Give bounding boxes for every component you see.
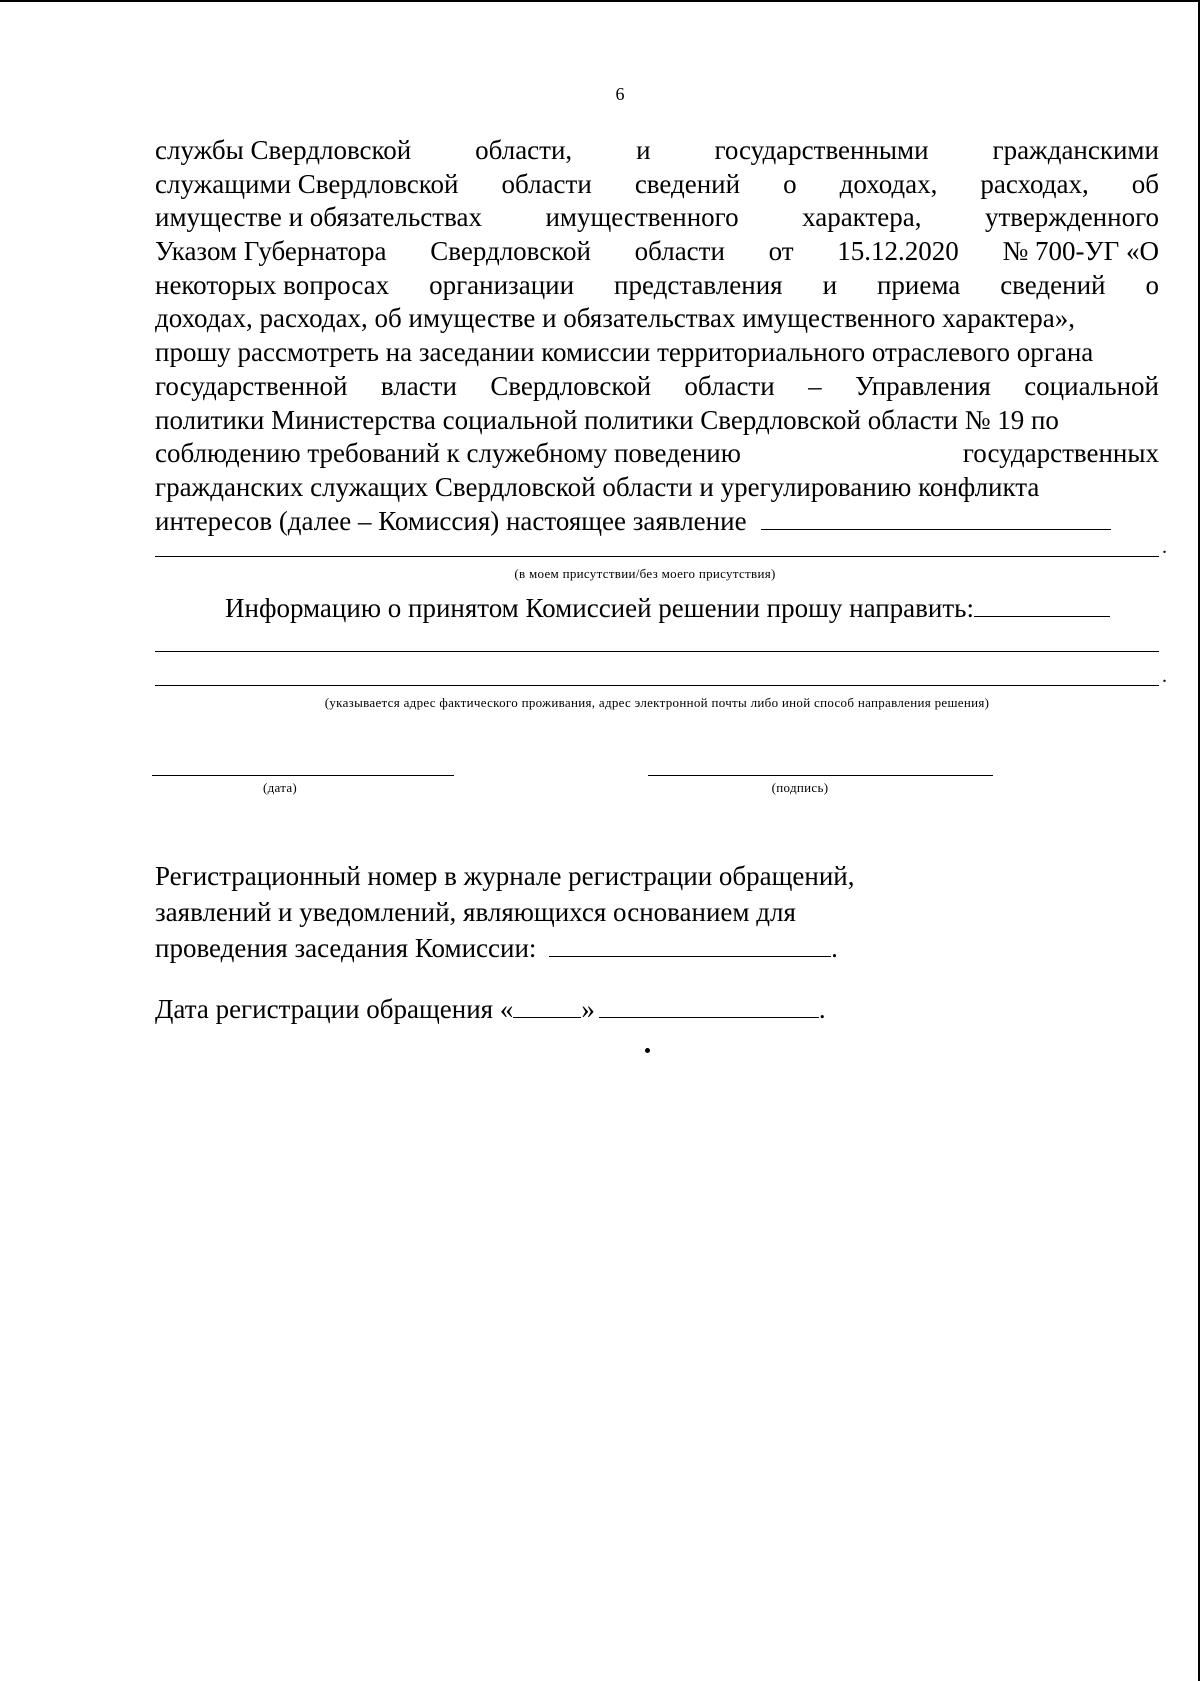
body-line-segment: сведений — [1000, 269, 1106, 300]
body-line-segment: соблюдению требований к служебному поведению — [155, 438, 741, 469]
body-line-segment: имуществе и обязательствах — [155, 202, 482, 233]
body-line-segment: от — [768, 236, 794, 267]
body-line — [155, 370, 1159, 404]
presence-rule-period: . — [1162, 536, 1167, 558]
body-line — [155, 201, 1159, 235]
body-line-segment: прошу рассмотреть на заседании комиссии территориального отраслевого органа — [155, 337, 1094, 368]
last-line-text: интересов (далее – Комиссия) настоящее заявление — [155, 505, 747, 536]
registration-date-label: Дата регистрации обращения — [155, 994, 494, 1024]
body-line-segment: организации — [429, 269, 575, 300]
statement-body — [155, 134, 1159, 538]
body-line-segment: гражданских служащих Свердловской области и урегулированию конфликта — [155, 471, 1040, 502]
body-line-segment: утвержденного — [984, 202, 1159, 233]
body-line-segment: имущественного — [545, 202, 739, 233]
registration-line-3-text: проведения заседания Комиссии: — [155, 933, 537, 963]
body-line-segment: Свердловской — [430, 236, 591, 267]
body-line-segment: Указом Губернатора — [155, 236, 387, 267]
body-line — [155, 404, 1159, 438]
presence-rule[interactable] — [155, 556, 1159, 557]
body-line — [155, 336, 1159, 370]
body-line-segment: области — [684, 370, 775, 401]
statement-fill-line[interactable] — [761, 505, 1111, 530]
close-quote: » — [581, 994, 595, 1024]
body-line-segment: гражданскими — [992, 135, 1159, 165]
body-line — [155, 235, 1159, 269]
body-lines — [155, 134, 1159, 505]
body-line-segment: социальной — [1024, 370, 1159, 401]
scan-edge-top — [0, 0, 1200, 2]
body-line — [155, 134, 1159, 168]
body-line-segment: области — [634, 236, 725, 267]
body-line-segment: доходах, расходах, об имуществе и обязательствах имущественного характера», — [155, 303, 1075, 334]
caption-signature: (подпись) — [771, 780, 829, 795]
body-line — [155, 471, 1159, 505]
body-line-segment: о — [1145, 269, 1159, 300]
body-line — [155, 302, 1159, 336]
registration-month-year-field[interactable] — [599, 993, 819, 1018]
body-line-segment: области — [501, 168, 592, 199]
info-request — [225, 592, 1110, 624]
body-line-segment: государственными — [714, 135, 929, 165]
info-fill-line[interactable] — [974, 592, 1110, 617]
signature-rule[interactable] — [648, 775, 993, 776]
body-line-segment: Свердловской — [490, 370, 652, 401]
body-line-segment: № 700-УГ «О — [1002, 236, 1159, 267]
address-rule-period: . — [1162, 665, 1167, 687]
registration-line-2: заявлений и уведомлений, являющихся основанием для — [155, 897, 796, 927]
stray-mark — [645, 1048, 650, 1053]
address-rule-1[interactable] — [155, 651, 1159, 652]
registration-period: . — [831, 933, 838, 963]
body-line-segment: власти — [380, 370, 457, 401]
body-line-segment: государственной — [155, 370, 348, 401]
caption-presence: (в моем присутствии/без моего присутствия) — [514, 566, 776, 581]
registration-line-3 — [155, 930, 854, 966]
body-line-segment: представления — [614, 269, 783, 300]
caption-date: (дата) — [262, 780, 298, 795]
body-line-segment: об — [1131, 168, 1159, 199]
body-line — [155, 269, 1159, 303]
body-line — [155, 437, 1159, 471]
open-quote: « — [499, 994, 514, 1024]
body-line-segment: служащими Свердловской — [155, 168, 459, 199]
body-line-segment: области, — [475, 135, 573, 165]
info-request-text: Информацию о принятом Комиссией решении прошу направить: — [225, 593, 974, 623]
body-line-segment: сведений — [634, 168, 741, 199]
body-line-segment: доходах, — [839, 168, 938, 199]
body-line-segment: и — [636, 135, 651, 165]
page-number: 6 — [615, 84, 625, 104]
body-line-segment: политики Министерства социальной политики Свердловской области № 19 по — [155, 404, 1059, 435]
registration-day-field[interactable] — [513, 993, 581, 1018]
registration-number-field[interactable] — [549, 932, 831, 957]
registration-date — [155, 993, 826, 1025]
date-signature-rule[interactable] — [152, 775, 454, 776]
date-period: . — [818, 994, 826, 1024]
body-line-segment: службы Свердловской — [155, 135, 412, 165]
body-line-segment: 15.12.2020 — [837, 236, 959, 267]
body-line-segment: некоторых вопросах — [155, 269, 390, 300]
registration-line-1: Регистрационный номер в журнале регистрации обращений, — [155, 861, 855, 891]
caption-address: (указывается адрес фактического проживания, адрес электронной почты либо иной способ направления решения) — [324, 695, 990, 710]
body-line-segment: о — [783, 168, 797, 199]
body-line-last — [155, 505, 1159, 539]
body-line-segment: Управления — [854, 370, 991, 401]
registration-block — [155, 858, 854, 966]
body-line-segment: – — [808, 370, 822, 401]
body-line — [155, 168, 1159, 202]
body-line-segment: приема — [876, 269, 961, 300]
body-line-segment: характера, — [802, 202, 922, 233]
body-line-segment: государственных — [962, 438, 1159, 469]
body-line-segment: расходах, — [980, 168, 1089, 199]
body-line-segment: и — [822, 269, 838, 300]
address-rule-2[interactable] — [155, 685, 1159, 686]
